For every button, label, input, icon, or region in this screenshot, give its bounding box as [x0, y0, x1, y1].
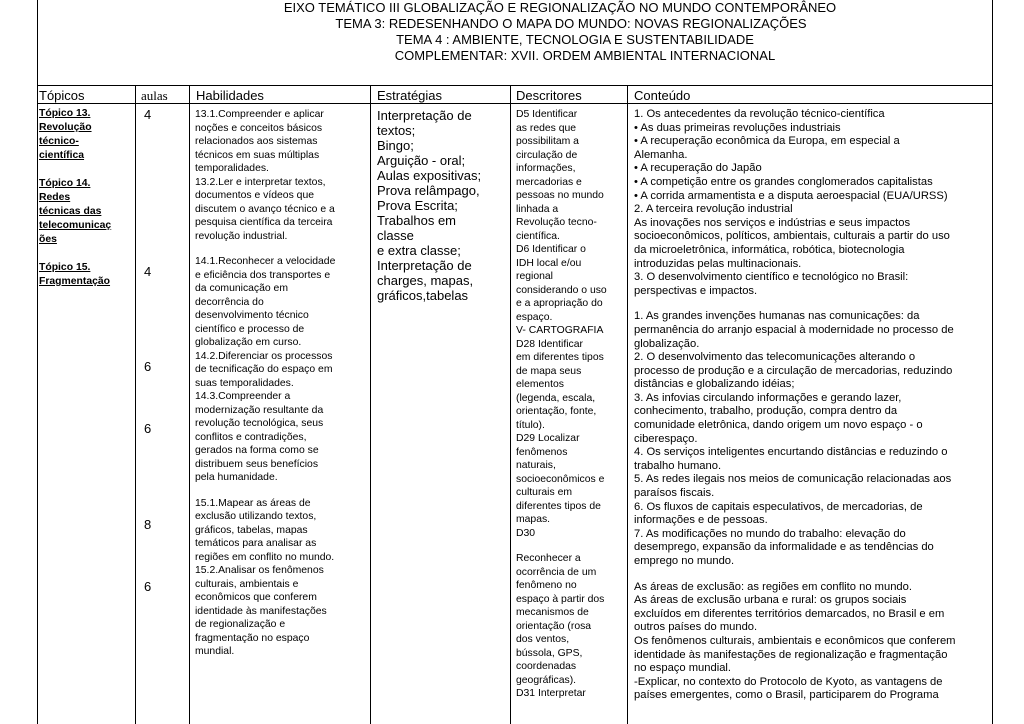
- habilidade-line: de tecnificação do espaço em: [195, 364, 333, 375]
- divider-2: [189, 86, 190, 724]
- descritor-line: D29 Localizar: [516, 433, 580, 444]
- estrategia-line: Interpretação de: [377, 108, 472, 123]
- habilidade-line: de regionalização e: [195, 619, 286, 630]
- aulas-value: 6: [144, 359, 152, 374]
- conteudo-line: paraísos fiscais.: [634, 487, 715, 500]
- divider-3: [370, 86, 371, 724]
- conteudo-line: identidade às manifestações de regionalização e fragmentação: [634, 648, 948, 661]
- descritor-line: em diferentes tipos: [516, 352, 604, 363]
- conteudo-line: 6. Os fluxos de capitais especulativos, de mercadorias, de: [634, 500, 923, 513]
- conteudo-line: distâncias e globalizando idéias;: [634, 378, 795, 391]
- habilidade-line: 13.2.Ler e interpretar textos,: [195, 176, 326, 188]
- estrategia-line: Bingo;: [377, 138, 414, 153]
- habilidade-line: revolução tecnológica, seus: [195, 418, 324, 429]
- topico-line: técnicas das: [39, 206, 102, 217]
- conteudo-line: emprego no mundo.: [634, 555, 735, 567]
- descritor-line: as redes que: [516, 122, 577, 134]
- habilidade-line: revolução industrial.: [195, 230, 288, 242]
- descritor-line: orientação (rosa: [516, 620, 592, 632]
- habilidade-line: temporalidades.: [195, 163, 269, 174]
- conteudo-line: conhecimento, trabalho, produção, compra dentro da: [634, 405, 898, 418]
- topico-line: Tópico 14.: [39, 178, 91, 189]
- descritor-line: [516, 540, 607, 552]
- conteudo-line: 4. Os serviços inteligentes encurtando distâncias e reduzindo o: [634, 446, 948, 459]
- habilidade-line: documentos e vídeos que: [195, 190, 314, 201]
- habilidade-line: 14.3.Compreender a: [195, 391, 291, 402]
- topico-14: [39, 177, 111, 247]
- estrategia-line: Aulas expositivas;: [377, 168, 482, 183]
- habilidade-line: mundial.: [195, 646, 235, 657]
- conteudo-line: As áreas de exclusão urbana e rural: os grupos sociais: [634, 594, 907, 607]
- descritor-line: linhada a: [516, 203, 559, 215]
- divider-1: [135, 86, 136, 724]
- col-header-habilidades: Habilidades: [196, 88, 264, 103]
- topico-line: científica: [39, 150, 85, 161]
- habilidade-line: relacionados aos sistemas: [195, 136, 318, 147]
- estrategia-line: gráficos,tabelas: [377, 288, 469, 303]
- estrategia-line: Trabalhos em: [377, 213, 456, 228]
- descritor-line: científica.: [516, 230, 560, 242]
- descritor-line: considerando o uso: [516, 284, 607, 296]
- conteudo-line: trabalho humano.: [634, 459, 722, 472]
- descritor-line: ocorrência de um: [516, 566, 597, 578]
- estrategia-line: classe: [377, 228, 414, 243]
- estrategia-line: Prova relâmpago,: [377, 183, 480, 198]
- habilidade-line: regiões em conflito no mundo.: [195, 551, 335, 563]
- estrategia-line: Prova Escrita;: [377, 198, 458, 213]
- col-header-estrategias: Estratégias: [377, 88, 443, 103]
- conteudo-line: da microeletrônica, informática, robótica, biotecnologia: [634, 243, 905, 256]
- topicos-column: [39, 107, 111, 289]
- habilidade-line: técnicos em suas múltiplas: [195, 149, 320, 161]
- col-header-topicos: Tópicos: [39, 88, 85, 103]
- conteudo-line: Alemanha.: [634, 148, 688, 161]
- conteudo-line: desemprego, expansão da informalidade e as tendências do: [634, 541, 934, 554]
- descritor-line: orientação, fonte,: [516, 406, 597, 417]
- estrategia-line: charges, mapas,: [377, 273, 474, 288]
- descritor-line: bússola, GPS,: [516, 647, 583, 659]
- conteudo-line: 5. As redes ilegais nos meios de comunicação relacionadas aos: [634, 473, 952, 486]
- estrategia-line: Interpretação de: [377, 258, 472, 273]
- aulas-value: 6: [144, 579, 152, 594]
- habilidade-line: suas temporalidades.: [195, 377, 294, 389]
- habilidade-line: conflitos e contradições,: [195, 431, 307, 443]
- conteudo-line: introduzidas pelas multinacionais.: [634, 257, 802, 270]
- descritor-line: mapas.: [516, 514, 551, 525]
- col-header-conteudo: Conteúdo: [634, 88, 691, 103]
- habilidade-line: culturais, ambientais e: [195, 578, 299, 590]
- conteudo-line: processo de produção e a circulação de mercadorias, reduzindo: [634, 364, 953, 377]
- descritor-line: de mapa seus: [516, 365, 582, 377]
- habilidade-line: pesquisa científica da terceira: [195, 217, 333, 228]
- descritor-line: possibilitam a: [516, 136, 579, 147]
- habilidade-line: da comunicação em: [195, 283, 288, 294]
- habilidade-line: 15.1.Mapear as áreas de: [195, 497, 311, 509]
- descritor-line: elementos: [516, 379, 564, 390]
- topico-line: telecomunicaç: [39, 220, 112, 231]
- topico-line: Revolução: [39, 122, 92, 133]
- conteudo-line: [634, 298, 956, 310]
- descritor-line: D6 Identificar o: [516, 244, 586, 255]
- descritor-line: fenômenos: [516, 446, 568, 458]
- conteudo-line: socioeconômicos, políticos, ambientais, culturais a partir do uso: [634, 230, 950, 243]
- habilidade-line: desenvolvimento técnico: [195, 310, 309, 321]
- descritor-line: pessoas no mundo: [516, 190, 604, 201]
- topico-13: [39, 107, 111, 163]
- header-eixo: EIXO TEMÁTICO III GLOBALIZAÇÃO E REGIONALIZAÇÃO NO MUNDO CONTEMPORÂNEO: [283, 0, 837, 15]
- conteudo-line: • A recuperação do Japão: [634, 162, 762, 175]
- col-header-descritores: Descritores: [516, 88, 582, 103]
- descritor-line: diferentes tipos de: [516, 500, 601, 512]
- habilidade-line: 14.2.Diferenciar os processos: [195, 350, 333, 362]
- topico-line: Fragmentação: [39, 276, 111, 287]
- conteudo-line: Os fenômenos culturais, ambientais e econômicos que conferem: [634, 634, 956, 647]
- descritor-line: espaço à partir dos: [516, 593, 605, 605]
- topico-line: técnico-: [39, 136, 79, 147]
- topico-line: Redes: [39, 192, 71, 203]
- habilidade-line: [195, 485, 335, 497]
- estrategia-line: Arguição - oral;: [377, 153, 466, 168]
- habilidade-line: exclusão utilizando textos,: [195, 511, 317, 522]
- habilidade-line: temáticos para analisar as: [195, 538, 317, 549]
- habilidade-line: fragmentação no espaço: [195, 632, 310, 644]
- descritor-line: socioeconômicos e: [516, 473, 605, 485]
- conteudo-line: outros países do mundo.: [634, 621, 758, 634]
- habilidades-column: [195, 108, 335, 659]
- conteudo-line: perspectivas e impactos.: [634, 284, 758, 297]
- descritor-line: dos ventos,: [516, 634, 570, 645]
- conteudo-line: • A recuperação econômica da Europa, em especial a: [634, 135, 900, 148]
- header-tema-3: TEMA 3: REDESENHANDO O MAPA DO MUNDO: NOVAS REGIONALIZAÇÕES: [335, 16, 807, 31]
- conteudo-line: 2. O desenvolvimento das telecomunicações alterando o: [634, 351, 916, 364]
- habilidade-line: científico e processo de: [195, 323, 305, 335]
- conteudo-line: 3. O desenvolvimento científico e tecnológico no Brasil:: [634, 271, 909, 284]
- descritor-line: D5 Identificar: [516, 109, 578, 120]
- descritor-line: (legenda, escala,: [516, 392, 596, 404]
- descritor-line: mecanismos de: [516, 607, 589, 618]
- habilidade-line: 15.2.Analisar os fenômenos: [195, 565, 324, 576]
- descritor-line: informações,: [516, 163, 576, 174]
- descritor-line: IDH local e/ou: [516, 257, 582, 269]
- conteudo-line: • As duas primeiras revoluções industriais: [634, 121, 841, 134]
- descritor-line: espaço.: [516, 311, 553, 323]
- descritor-line: culturais em: [516, 487, 573, 498]
- descritor-line: fenômeno no: [516, 580, 577, 591]
- estrategias-column: [377, 108, 481, 303]
- descritor-line: V- CARTOGRAFIA: [516, 325, 604, 336]
- conteudo-line: 7. As modificações no mundo do trabalho: elevação do: [634, 527, 906, 540]
- descritor-line: naturais,: [516, 460, 556, 471]
- descritor-line: circulação de: [516, 149, 578, 161]
- habilidade-line: noções e conceitos básicos: [195, 122, 323, 134]
- conteudo-line: • A corrida armamentista e a disputa aeroespacial (EUA/URSS): [634, 189, 948, 202]
- conteudo-line: 1. Os antecedentes da revolução técnico-científica: [634, 108, 885, 120]
- conteudo-line: comunidade eletrônica, dando origem um novo espaço - o: [634, 419, 923, 432]
- conteudo-line: 2. A terceira revolução industrial: [634, 203, 793, 216]
- habilidade-line: identidade às manifestações: [195, 605, 327, 617]
- conteudo-column: [634, 108, 956, 703]
- habilidade-line: modernização resultante da: [195, 404, 324, 416]
- habilidade-line: gráficos, tabelas, mapas: [195, 524, 308, 536]
- conteudo-line: ciberespaço.: [634, 432, 698, 445]
- conteudo-line: países emergentes, como o Brasil, participarem do Programa: [634, 689, 939, 702]
- habilidade-line: e eficiência dos transportes e: [195, 269, 331, 281]
- topico-line: ões: [39, 234, 57, 245]
- descritor-line: coordenadas: [516, 661, 577, 672]
- estrategia-line: textos;: [377, 123, 416, 138]
- descritor-line: regional: [516, 271, 553, 282]
- descritor-line: D28 Identificar: [516, 338, 583, 350]
- conteudo-line: • A competição entre os grandes conglomerados capitalistas: [634, 175, 933, 188]
- topico-line: Tópico 15.: [39, 262, 91, 273]
- aulas-value: 4: [144, 107, 152, 122]
- habilidade-line: decorrência do: [195, 296, 264, 308]
- descritor-line: D31 Interpretar: [516, 688, 586, 699]
- conteudo-line: globalização.: [634, 337, 700, 350]
- descritor-line: Revolução tecno-: [516, 217, 597, 228]
- descritor-line: título).: [516, 419, 545, 431]
- topico-line: Tópico 13.: [39, 108, 91, 119]
- conteudo-line: no espaço mundial.: [634, 662, 732, 675]
- aulas-value: 6: [144, 421, 152, 436]
- header-complementar: COMPLEMENTAR: XVII. ORDEM AMBIENTAL INTERNACIONAL: [394, 48, 776, 63]
- habilidade-line: 14.1.Reconhecer a velocidade: [195, 256, 336, 267]
- conteudo-line: informações e de pessoas.: [634, 514, 768, 527]
- conteudo-line: excluídos em diferentes territórios demarcados, no Brasil e em: [634, 607, 945, 620]
- habilidade-line: distribuem seus benefícios: [195, 458, 319, 470]
- conteudo-line: As áreas de exclusão: as regiões em conflito no mundo.: [634, 580, 912, 593]
- descritor-line: geográficas).: [516, 674, 577, 686]
- habilidade-line: globalização em curso.: [195, 337, 302, 348]
- descritor-line: e a apropriação do: [516, 298, 603, 309]
- habilidade-line: econômicos que conferem: [195, 592, 317, 603]
- habilidade-line: 13.1.Compreender e aplicar: [195, 109, 324, 120]
- col-header-aulas: aulas: [141, 88, 168, 103]
- habilidade-line: [195, 243, 335, 255]
- conteudo-line: As inovações nos serviços e indústrias e seus impactos: [634, 216, 911, 229]
- aulas-value: 8: [144, 517, 152, 532]
- habilidade-line: gerados na forma como se: [195, 445, 319, 456]
- habilidade-line: discutem o avanço técnico e a: [195, 203, 335, 215]
- conteudo-line: -Explicar, no contexto do Protocolo de Kyoto, as vantagens de: [634, 675, 943, 688]
- conteudo-line: 3. As infovias circulando informações e gerando lazer,: [634, 391, 902, 404]
- conteudo-line: permanência do arranjo espacial à modernidade no processo de: [634, 323, 954, 336]
- header-tema-4: TEMA 4 : AMBIENTE, TECNOLOGIA E SUSTENTABILIDADE: [396, 32, 754, 47]
- habilidade-line: pela humanidade.: [195, 472, 278, 483]
- column-header-divider: [37, 103, 993, 104]
- descritor-line: mercadorias e: [516, 176, 582, 188]
- document-header: [38, 0, 992, 86]
- conteudo-line: [634, 569, 956, 581]
- aulas-value: 4: [144, 264, 152, 279]
- topico-15: [39, 261, 111, 289]
- descritor-line: Reconhecer a: [516, 553, 581, 564]
- descritores-column: [516, 108, 607, 701]
- conteudo-line: 1. As grandes invenções humanas nas comunicações: da: [634, 310, 920, 323]
- divider-4: [510, 86, 511, 724]
- estrategia-line: e extra classe;: [377, 243, 461, 258]
- descritor-line: D30: [516, 527, 536, 539]
- divider-5: [627, 86, 628, 724]
